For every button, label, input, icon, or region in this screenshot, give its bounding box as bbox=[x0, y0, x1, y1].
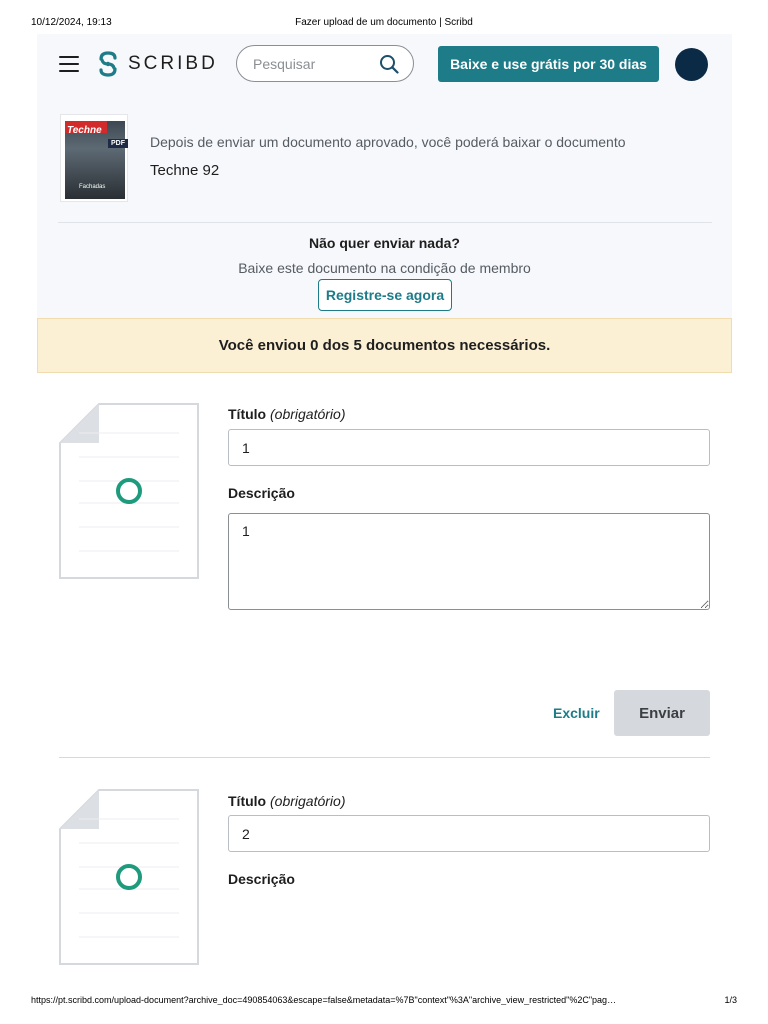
title-input[interactable] bbox=[228, 429, 710, 466]
print-title: Fazer upload de um documento | Scribd bbox=[295, 17, 473, 28]
thumbnail-cover bbox=[65, 121, 125, 199]
notice-text: Você enviou 0 dos 5 documentos necessários. bbox=[218, 337, 551, 354]
required-note: (obrigatório) bbox=[270, 406, 346, 422]
download-info-text: Depois de enviar um documento aprovado, você poderá baixar o documento bbox=[150, 134, 626, 150]
free-trial-button[interactable]: Baixe e use grátis por 30 dias bbox=[438, 46, 659, 82]
search-box[interactable] bbox=[236, 45, 414, 82]
no-upload-heading: Não quer enviar nada? bbox=[309, 235, 460, 251]
avatar[interactable] bbox=[675, 48, 708, 81]
search-input[interactable] bbox=[253, 55, 373, 73]
pdf-badge: PDF bbox=[108, 139, 128, 148]
document-placeholder-icon bbox=[59, 403, 199, 579]
upload-row-divider bbox=[59, 757, 710, 758]
no-upload-subtext: Baixe este documento na condição de membro bbox=[238, 260, 531, 276]
upload-progress-notice bbox=[37, 318, 732, 373]
scribd-s-icon bbox=[97, 51, 119, 77]
document-title: Techne 92 bbox=[150, 162, 220, 179]
menu-icon[interactable] bbox=[59, 56, 79, 72]
submit-button[interactable]: Enviar bbox=[614, 690, 710, 736]
document-placeholder-icon bbox=[59, 789, 199, 965]
document-thumbnail bbox=[60, 114, 128, 202]
print-header bbox=[0, 17, 768, 31]
document-info-panel bbox=[37, 94, 732, 318]
print-url: https://pt.scribd.com/upload-document?archive_doc=490854063&escape=false&metadata=%7B"context"%3A"archive_view_restricted"%2C"pag… bbox=[31, 995, 617, 1005]
print-page-number: 1/3 bbox=[724, 995, 737, 1005]
description-label: Descrição bbox=[228, 485, 295, 501]
top-navigation bbox=[37, 34, 732, 94]
description-textarea[interactable] bbox=[228, 513, 710, 610]
register-button[interactable]: Registre-se agora bbox=[318, 279, 452, 311]
thumbnail-brand: Techne bbox=[67, 125, 102, 136]
page bbox=[37, 34, 732, 989]
title-label: Título (obrigatório) bbox=[228, 793, 346, 809]
description-label: Descrição bbox=[228, 871, 295, 887]
required-note: (obrigatório) bbox=[270, 793, 346, 809]
logo-text: SCRIBD bbox=[128, 53, 218, 74]
title-label: Título (obrigatório) bbox=[228, 406, 346, 422]
thumbnail-caption: Fachadas bbox=[79, 184, 106, 190]
scribd-logo[interactable] bbox=[97, 50, 218, 78]
print-footer bbox=[0, 995, 768, 1009]
delete-button[interactable]: Excluir bbox=[553, 705, 600, 721]
divider bbox=[58, 222, 712, 223]
title-input[interactable] bbox=[228, 815, 710, 852]
search-icon[interactable] bbox=[379, 54, 399, 74]
print-datetime: 10/12/2024, 19:13 bbox=[31, 17, 112, 28]
